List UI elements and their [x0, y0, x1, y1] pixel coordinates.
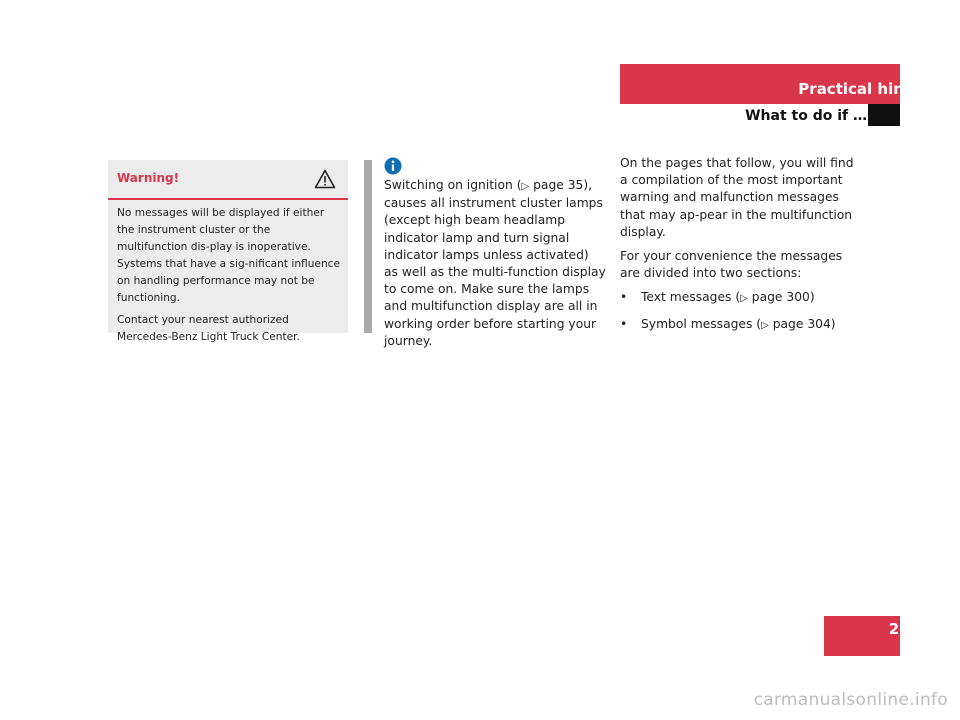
tab-marker	[868, 104, 900, 126]
section-list	[620, 289, 860, 333]
subsection-title: What to do if …	[745, 108, 867, 124]
bullet-icon: •	[620, 290, 628, 305]
warning-label: Warning!	[117, 171, 180, 185]
warning-box	[108, 160, 348, 343]
list-item	[620, 316, 860, 334]
warning-paragraph: No messages will be displayed if either the instrument cluster or the multifunction dis-play is inoperative. Systems that have a sig-nificant influence on handling performance may not be functioning.	[117, 207, 341, 304]
warning-header	[108, 160, 348, 200]
warning-triangle-icon	[314, 169, 336, 189]
section-title: Practical hints	[798, 80, 920, 98]
list-item-text: Text messages (	[641, 290, 741, 305]
page-ref-arrow-icon: ▷	[761, 319, 769, 331]
warning-paragraph: Contact your nearest authorized Mercedes-Benz Light Truck Center.	[117, 314, 300, 343]
info-text-rest: page 35), causes all instrument cluster lamps (except high beam headlamp indicator lamp and turn signal indicator lamps unless activated) as well as the multi-function display to come on. Make sure the lamps and multifunction display are all in working order before starting your journey.	[384, 178, 606, 348]
list-item-text: Symbol messages (	[641, 316, 762, 331]
list-item	[620, 289, 860, 307]
info-text	[384, 177, 606, 350]
info-bar	[364, 160, 372, 333]
info-icon	[384, 157, 402, 175]
sections-intro: For your convenience the messages are divided into two sections:	[620, 249, 843, 281]
main-column	[620, 155, 860, 342]
intro-paragraph: On the pages that follow, you will find a compilation of the most important warning and malfunction messages that may ap-pear in the multifunction display.	[620, 156, 854, 239]
page-number: 299	[888, 620, 920, 638]
warning-body	[108, 200, 348, 346]
watermark: carmanualsonline.info	[753, 690, 948, 710]
page-ref-arrow-icon: ▷	[740, 293, 748, 305]
page-reference: page 300)	[747, 290, 815, 305]
info-text-start: Switching on ignition (	[384, 178, 522, 192]
page-ref-arrow-icon: ▷	[521, 181, 530, 192]
bullet-icon: •	[620, 316, 628, 331]
page-reference: page 304)	[768, 316, 836, 331]
